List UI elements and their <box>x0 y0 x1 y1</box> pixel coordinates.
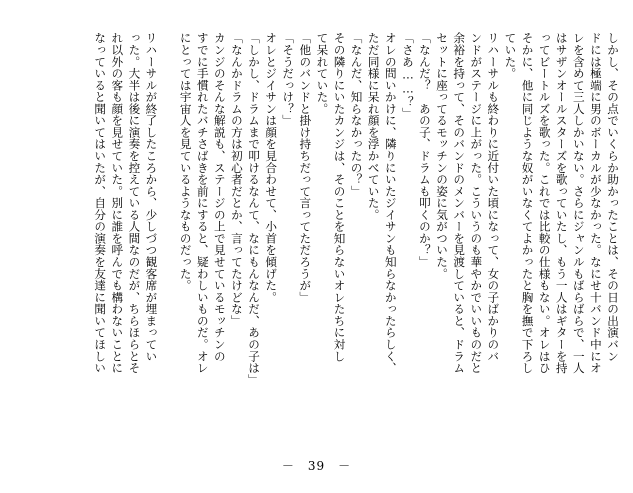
text-line: ンドがステージに上がった。こういうのも華やかでいいものだと <box>469 32 484 374</box>
dialogue-line: 「なんだ？ あの子、ドラムも叩くのか？」 <box>417 32 432 268</box>
text-line: しかし、その点でいくらか助かったことは、その日の出演バン <box>606 32 620 362</box>
text-line: ってビートルズを歌った。これでは比較の仕様もない。オレはひ <box>537 32 552 374</box>
page-number-label: － 39 － <box>281 459 352 473</box>
text-line: オレとジイサンは顔を見合わせて、小首を傾げた。 <box>264 32 279 303</box>
text-line: った。大半は後に演奏を控えている人間なのだが、ちらほらとそ <box>127 32 142 374</box>
dialogue-line: 「さあ……？」 <box>400 32 415 120</box>
text-line: その隣りにいたカンジは、そのことを知らないオレたちに対し <box>332 32 347 362</box>
text-line: リハーサルも終わりに近付いた頃になって、女の子ばかりのバ <box>486 32 501 362</box>
text-line: カンジのそんな解説も、ステージの上で見せているモッチンの <box>212 32 227 362</box>
text-line: セットに座ってるモッチンの姿に気がついた。 <box>435 32 450 280</box>
text-line: オレの問いかけに、隣りにいたジイサンも知らなかったらしく、 <box>383 32 398 374</box>
dialogue-line: 「なんだ、知らなかったの？」 <box>349 32 364 197</box>
text-line: て呆れていた。 <box>315 32 330 115</box>
text-line: ていた。 <box>503 32 518 80</box>
dialogue-line: 「他のバンドと掛け持ちだって言ってただろうが」 <box>298 32 313 303</box>
text-line: れ以外の客も顔を見せていた。別に誰を呼んでも構わないことに <box>110 32 125 374</box>
text-line: リハーサルが終了したころから、少しづつ観客席が埋まってい <box>144 32 159 362</box>
page-number <box>0 457 633 474</box>
dialogue-line: 「しかし、ドラムまで叩けるなんて、なにもんなんだ、あの子は」 <box>247 32 262 386</box>
text-line: 余裕を持って、そのバンドのメンバーを見渡していると、ドラム <box>452 32 467 374</box>
text-line: すでに手慣れたバチさばきを前にすると、疑わしいものだ。オレ <box>195 32 210 374</box>
dialogue-line: 「そうだっけ？」 <box>281 32 296 127</box>
text-line: ドには極端に男のボーカルが少なかった。なにせ十バンド中にオ <box>588 32 603 374</box>
text-line: なっていると聞いてはいたが、自分の演奏を友達に聞いてほしい <box>93 32 108 374</box>
text-line: はサザンオールスターズを歌っていたし、もう一人はギターを持 <box>554 32 569 374</box>
dialogue-line: 「なんかドラムの方は初心者だとか、言ってたけどな」 <box>229 32 244 327</box>
text-line: ただ同様に呆れ顔を浮かべていた。 <box>366 32 381 221</box>
text-line: レを含めて三人しかいない。さらにジャンルもばらばらで、一人 <box>571 32 586 374</box>
text-line: にとっては宇宙人を見ているようなものだった。 <box>178 32 193 292</box>
body-text <box>91 32 621 432</box>
blank-line <box>159 32 176 432</box>
text-line: そかに、他に同じような奴がいなくてよかったと胸を撫で下ろし <box>520 32 535 374</box>
